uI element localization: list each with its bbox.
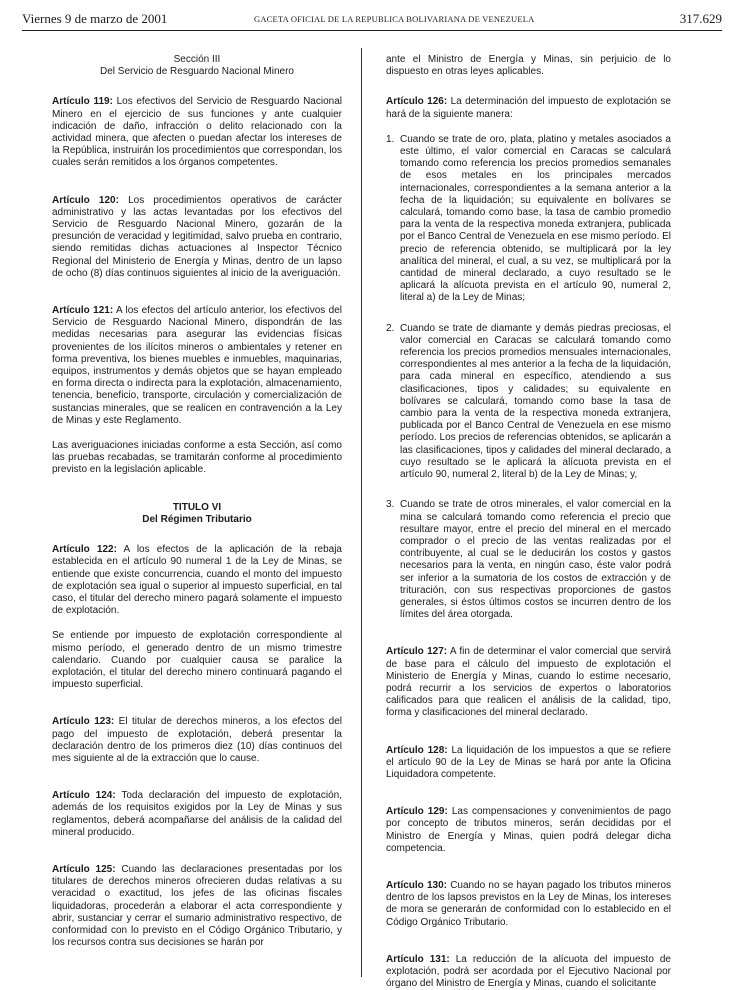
list-item-text: Cuando se trate de otros minerales, el valor comercial en la mina se calculará tomando como referencia el precio que resultare mayor, entre el precio del mineral en el mercado comprador o el precio de las ventas realizadas por el contribuyente, al cual se le deducirán los costos y gastos necesarios para la venta, en ningún caso, éste valor podrá ser inferior a la sumatoria de los costos de extracción y de trituración, con sus respectivas proporciones de gastos generales, si éstos últimos costos se incurren dentro de los límites del área otorgada. [400, 499, 671, 621]
article-label: Artículo 126: [386, 96, 448, 108]
numbered-list [386, 134, 671, 622]
article-text: Los efectivos del Servicio de Resguardo Nacional Minero en el ejercicio de sus funciones y ante cualquier indicación de daño, infracción o delito relacionado con la actividad minera, que afecten o puedan afectar los intereses de la República, instruirán los procedimientos que correspondan, los cuales serán remitidos a los órganos competentes. [52, 96, 342, 169]
article-130 [386, 880, 671, 929]
article-label: Artículo 124: [52, 790, 116, 802]
article-123 [52, 716, 342, 765]
article-text: El titular de derechos mineros, a los efectos del pago del impuesto de explotación, deberá presentar la declaración dentro de los primeros diez (10) días continuos del mes siguiente al de la extracción que lo cause. [52, 716, 342, 764]
article-128 [386, 745, 671, 782]
article-label: Artículo 130: [386, 879, 447, 891]
article-122 [52, 544, 342, 617]
list-item-text: Cuando se trate de oro, plata, platino y metales asociados a este último, el valor comercial en Caracas se calculará tomando como referencia los precios promedios semanales de esos metales en los principales mercados internacionales, correspondientes a la semana anterior a la fecha de la liquidación; su equivalente en bolívares se calculará, tomando como base, la tasa de cambio promedio para la venta de la respectiva moneda extranjera, publicada por el Banco Central de Venezuela en ese mismo período. El precio de referencia obtenido, se multiplicará por la ley analítica del mineral, el cual, a su vez, se multiplicará por la cantidad de mineral declarado, a cuyo resultado se le aplicará la alícuota prevista en el artículo 90, numeral 2, literal a) de la Ley de Minas; [400, 133, 671, 304]
paragraph: Las averiguaciones iniciadas conforme a esta Sección, así como las pruebas recabadas, se tramitarán conforme al procedimiento previsto en la legislación aplicable. [52, 440, 342, 476]
article-label: Artículo 121: [52, 305, 114, 317]
article-label: Artículo 120: [52, 194, 119, 206]
article-label: Artículo 122: [52, 544, 117, 556]
title-vi-subtitle: Del Régimen Tributario [142, 513, 252, 525]
article-text: A los efectos del artículo anterior, los efectivos del Servicio de Resguardo Nacional Minero, dispondrán de las medidas necesarias para asegurar las evidencias físicas provenientes de los ilícitos mineros o ambientales y retener en forma preventiva, los bienes muebles e inmuebles, maquinarias, equipos, instrumentos y demás objetos que se hayan empleado en forma directa o indirecta para la explotación, almacenamiento, tenencia, beneficio, transporte, circulación y comercialización de sustancias minerales, que se realicen en contravención a la Ley de Minas y este Reglamento. [52, 305, 342, 426]
article-label: Artículo 128: [386, 744, 448, 756]
article-text: Los procedimientos operativos de carácter administrativo y las actas levantadas por los efectivos del Servicio de Resguardo Nacional Minero, gozarán de la presunción de veracidad y legitimidad, salvo prueba en contrario, siendo remitidas dichas actuaciones al Inspector Técnico Regional del Ministerio de Energía y Minas, dentro de un lapso de ocho (8) días continuos siguientes al inicio de la averiguación. [52, 194, 342, 279]
article-131 [386, 954, 671, 990]
section-subtitle: Del Servicio de Resguardo Nacional Minero [100, 66, 294, 78]
article-label: Artículo 123: [52, 716, 115, 728]
article-label: Artículo 127: [386, 646, 448, 658]
list-item [386, 134, 671, 305]
article-text: Las compensaciones y convenimientos de pago por concepto de tributos mineros, serán decididas por el Ministro de Energía y Minas, quien podrá delegar dicha competencia. [386, 806, 671, 854]
column-divider [361, 48, 362, 977]
article-text: La reducción de la alícuota del impuesto de explotación, podrá ser acordada por el Ejecutivo Nacional por órgano del Ministro de Energía y Minas, cuando el solicitante [386, 953, 671, 990]
header-date: Viernes 9 de marzo de 2001 [22, 11, 168, 26]
article-text: Toda declaración del impuesto de explotación, además de los requisitos exigidos por la Ley de Minas y sus reglamentos, deberá acompañarse del análisis de la calidad del mineral producido. [52, 790, 342, 838]
list-item-number: 1. [386, 133, 395, 145]
right-column [386, 54, 671, 990]
list-item-number: 2. [386, 322, 395, 334]
article-124 [52, 790, 342, 839]
article-label: Artículo 119: [52, 96, 113, 108]
paragraph: Se entiende por impuesto de explotación correspondiente al mismo período, el generado dentro de un mismo trimestre calendario. Cuando por cualquier causa se paralice la explotación, el titular del derecho minero continuará pagando el impuesto superficial. [52, 630, 342, 691]
continuation-text: ante el Ministro de Energía y Minas, sin perjuicio de lo dispuesto en otras leyes aplicables. [386, 54, 671, 78]
list-item [386, 323, 671, 482]
article-121 [52, 305, 342, 427]
article-126 [386, 96, 671, 120]
title-vi: TITULO VI [172, 501, 222, 513]
page-header [22, 8, 722, 31]
list-item [386, 499, 671, 621]
list-item-number: 3. [386, 499, 395, 511]
header-page-number: 317.629 [679, 11, 722, 26]
article-label: Artículo 125: [52, 863, 116, 875]
article-text: La determinación del impuesto de explotación se hará de la siguiente manera: [386, 96, 671, 120]
article-120 [52, 195, 342, 280]
article-129 [386, 806, 671, 855]
left-column [52, 54, 342, 949]
article-text: Cuando las declaraciones presentadas por los titulares de derechos mineros ofrecieren dudas relativas a su veracidad o exactitud, los jefes de las oficinas fiscales liquidadoras, procederán a elaborar el acta correspondiente y abrir, sustanciar y cerrar el sumario administrativo respectivo, de conformidad con lo previsto en el Código Orgánico Tributario, y los recursos contra sus decisiones se harán por [52, 863, 342, 949]
article-text: A fin de determinar el valor comercial que servirá de base para el cálculo del impuesto de explotación el Ministerio de Energía y Minas, cuando lo estime necesario, podrá recurrir a los servicios de expertos o laboratorios calificados para que realicen el análisis de la calidad, tipo, forma y clasificaciones del mineral declarado. [386, 646, 671, 719]
article-119 [52, 96, 342, 169]
article-label: Artículo 131: [386, 953, 450, 965]
article-text: La liquidación de los impuestos a que se refiere el artículo 90 de la Ley de Minas se hará por ante la Oficina Liquidadora competente. [386, 744, 671, 780]
article-label: Artículo 129: [386, 806, 448, 818]
article-text: Cuando no se hayan pagado los tributos mineros dentro de los lapsos previstos en la Ley de Minas, los intereses de mora se generarán de conformidad con lo establecido en el Código Orgánico Tributario. [386, 879, 672, 928]
list-item-text: Cuando se trate de diamante y demás piedras preciosas, el valor comercial en Caracas se calculará tomando como referencia los precios promedios mensuales internacionales, correspondientes al mes anterior a la fecha de la liquidación, para cada mineral en específico, atendiendo a sus clasificaciones, tipos y calidades; su equivalente en bolívares se calculará, tomando como base la tasa de cambio para la venta de la respectiva moneda extranjera, publicada por el Banco Central de Venezuela en ese mismo período. Los precios de referencias obtenidos, se aplicarán a las clasificaciones, tipos y calidades del mineral declarado, a cuyo resultado se le aplicará la alícuota prevista en el artículo 90, numeral 2, literal b) de la Ley de Minas; y, [400, 322, 671, 481]
article-127 [386, 646, 671, 719]
article-text: A los efectos de la aplicación de la rebaja establecida en el artículo 90 numeral 1 de la Ley de Minas, se entiende que existe concurrencia, cuando el monto del impuesto de explotación sea igual o superior al impuesto superficial, en tal caso, el titular del derecho minero pagará solamente el impuesto de explotación. [52, 544, 342, 617]
article-125 [52, 864, 342, 949]
header-publication: GACETA OFICIAL DE LA REPUBLICA BOLIVARIANA DE VENEZUELA [254, 14, 535, 24]
section-title: Sección III [173, 54, 221, 65]
